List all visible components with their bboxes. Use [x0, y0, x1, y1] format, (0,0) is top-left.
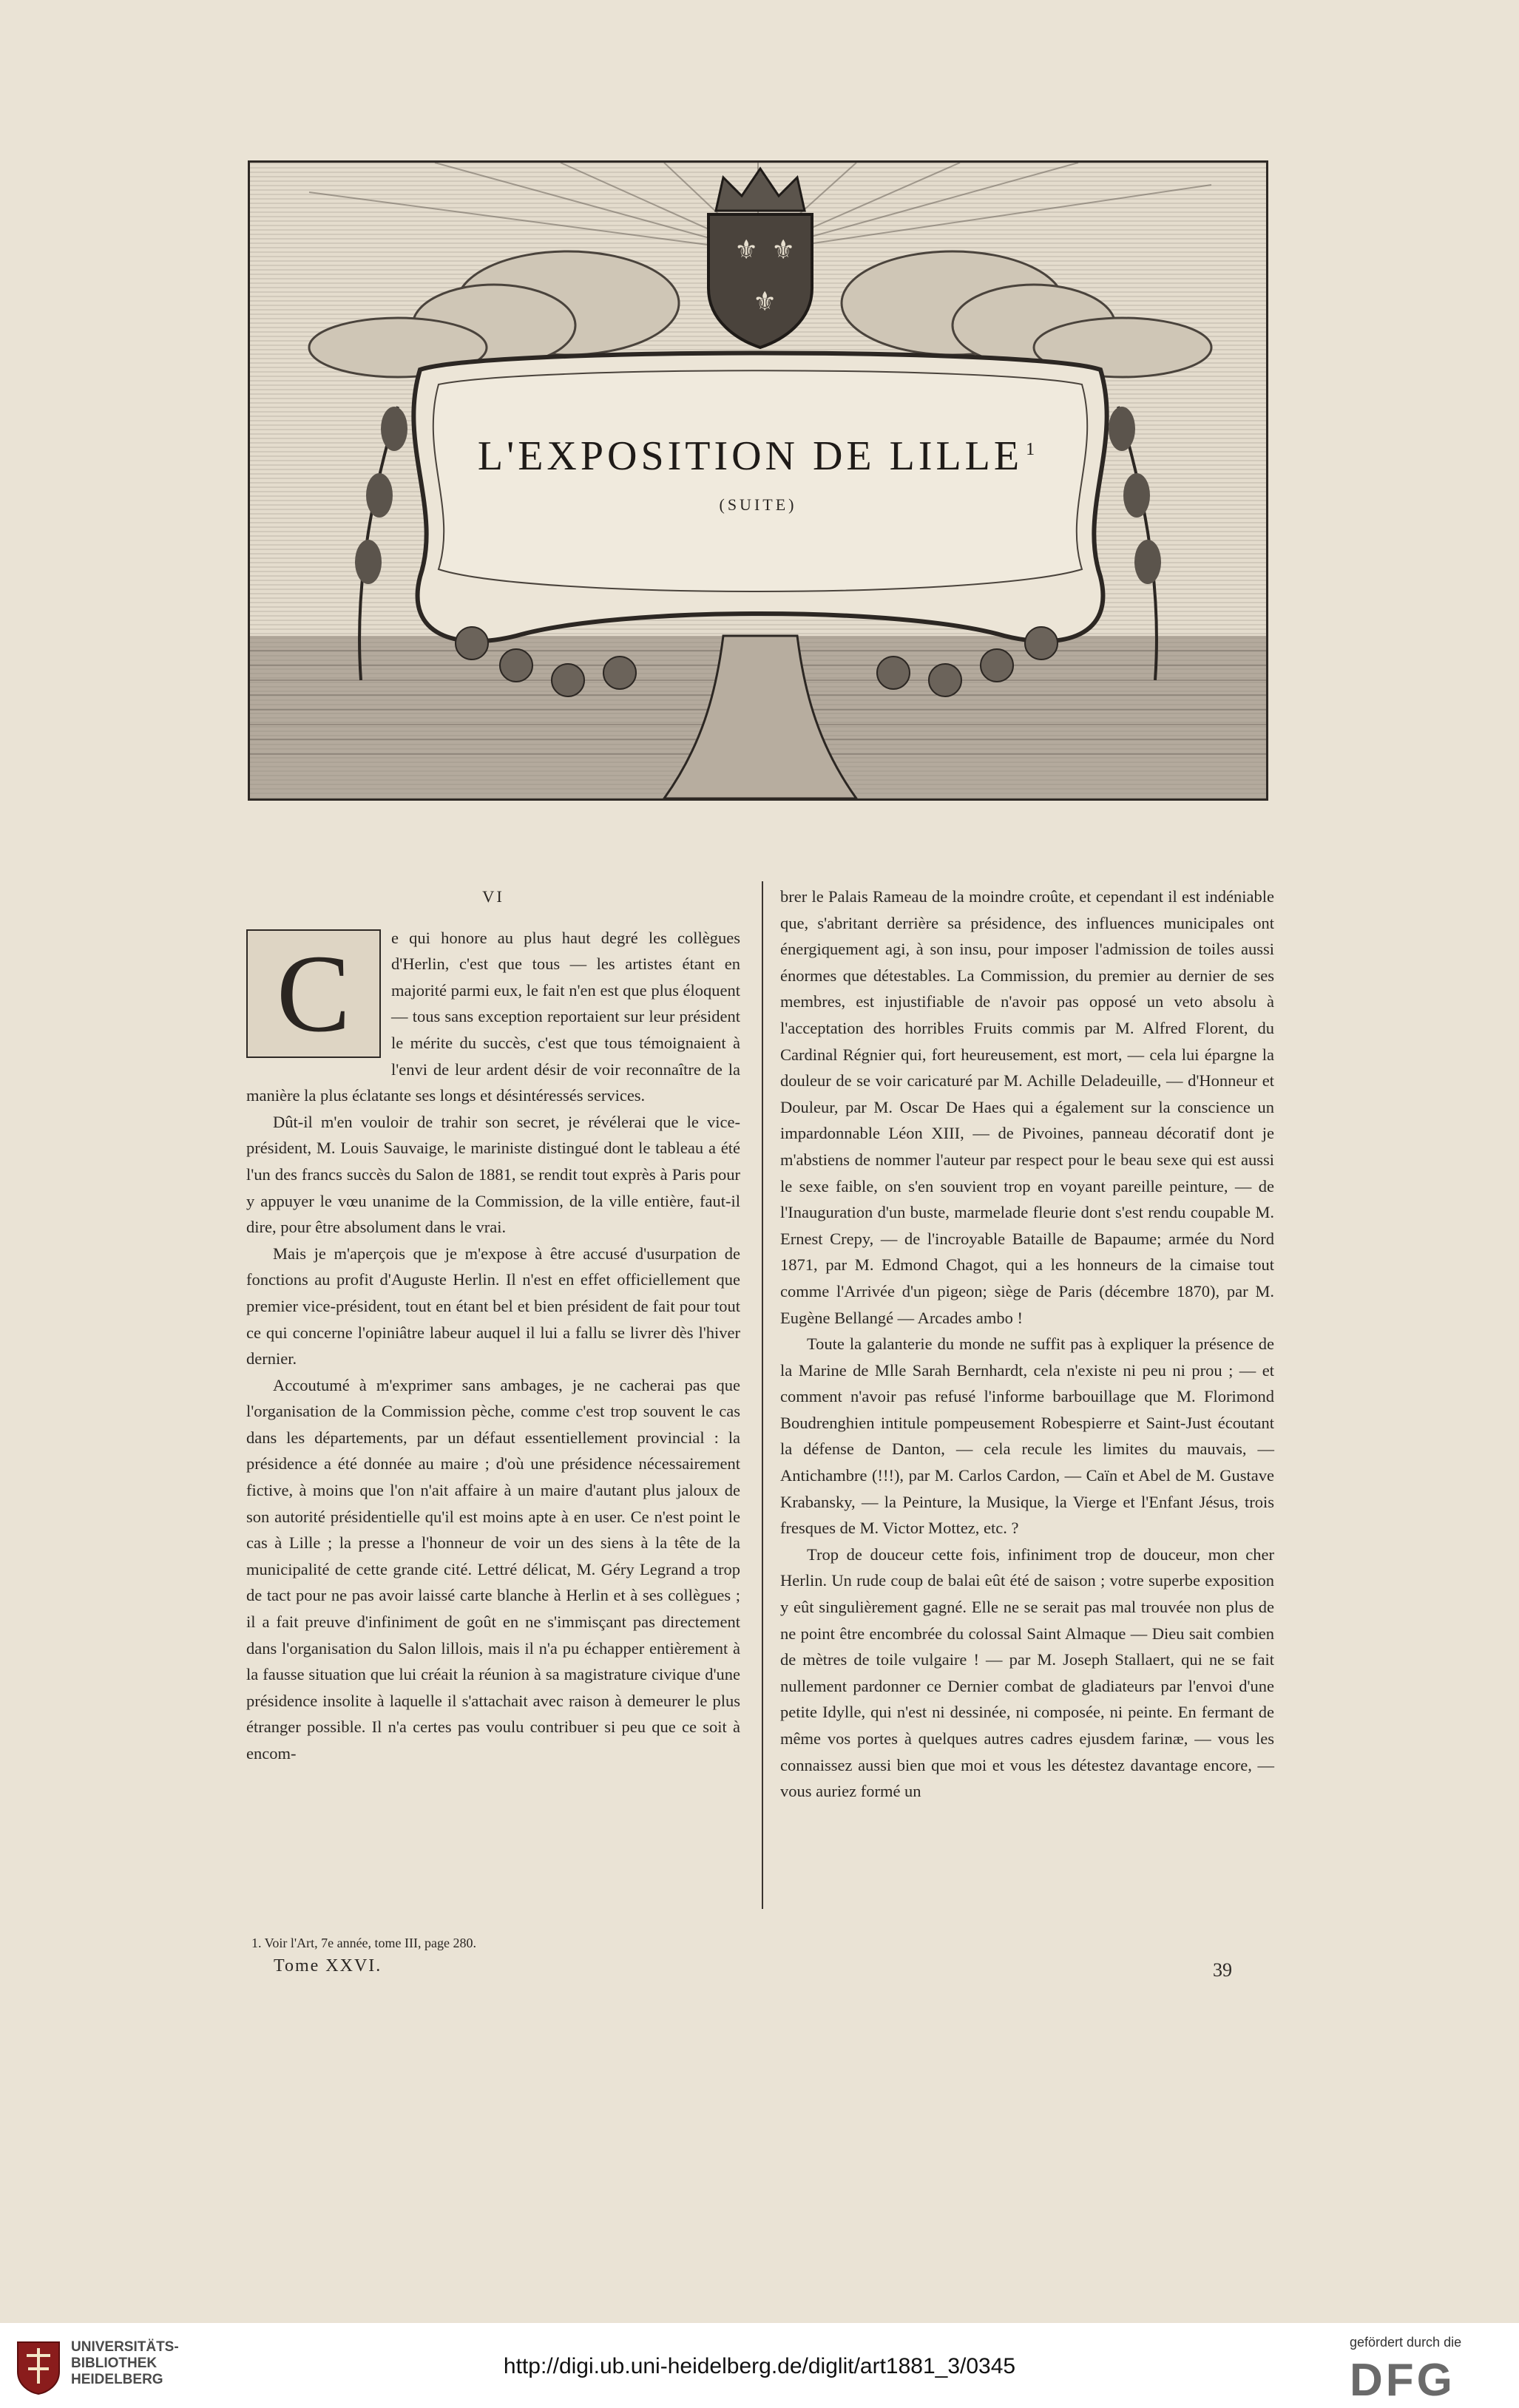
- paragraph: Trop de douceur cette fois, infiniment trop de douceur, mon cher Herlin. Un rude coup de balai eût été de saison ; votre superbe exposition y eût singulièrement gagné. Elle ne se serait pas mal trouvée non plus de ne point être encombrée du colossal Saint Almaque — Dieu sait combien de mètres de toile vulgaire ! — par M. Joseph Stallaert, qui ne se fait nullement pardonner ce Dernier combat de gladiateurs par l'envoi d'une petite Idylle, qui n'est ni dessinée, ni composée, ni peinte. En fermant de même vos portes à quelques autres cadres ejusdem farinæ, — vous les connaissez aussi bien que moi et vous les détestez davantage encore, — vous auriez formé un: [780, 1544, 1274, 1801]
- column-divider: [762, 881, 763, 1909]
- page-number: 39: [1213, 1959, 1232, 1981]
- svg-text:⚜: ⚜: [734, 235, 759, 265]
- article-title: L'EXPOSITION DE LILLE $^1$: [477, 433, 1039, 479]
- paragraph: Dût-il m'en vouloir de trahir son secret, je révélerai que le vice-président, M. Louis Sauvaige, le mariniste distingué dont le tableau a été l'un des francs succès du Salon de 1881, se rendit tout exprès à Paris pour y appuyer le vœu unanime de la Commission, de la ville entière, faut-il dire, pour être absolument dans le vrai.: [246, 1112, 740, 1237]
- footnote: 1. Voir l'Art, 7e année, tome III, page 280.: [251, 1936, 476, 1950]
- sponsor-label: gefördert durch die: [1350, 2335, 1462, 2350]
- volume-label: Tome XXVI.: [274, 1956, 382, 1975]
- section-number: VI: [482, 887, 504, 906]
- svg-text:⚜: ⚜: [753, 287, 777, 317]
- paragraph: Accoutumé à m'exprimer sans ambages, je ne cacherai pas que l'organisation de la Commission pèche, comme c'est trop souvent le cas dans les départements, par un défaut essentiellement provincial : la présidence a été donnée au maire ; d'où une présidence nécessairement fictive, à moins que l'on n'ait affaire à un maire d'autant plus jaloux de son autorité présidentielle qu'il est moins apte à en user. Ce n'est point le cas à Lille ; la presse a l'honneur de voir un des siens à la tête de la municipalité de cette grande cité. Lettré délicat, M. Géry Legrand a trop de tact pour ne pas avoir laissé carte blanche à Herlin et à ses collègues ; il a fait preuve d'infiniment de goût en ne s'immisçant pas directement dans l'organisation du Salon lillois, mais il n'a pu échapper entièrement à la fausse situation que lui créait la réunion à sa magistrature civique d'une présidence insolite à laquelle il s'attachait avec raison à demeurer le plus étranger possible. Il n'a certes pas voulu contribuer si peu que ce soit à encom-: [246, 1375, 740, 1763]
- ornamental-cartouche-illustration: [250, 163, 1266, 798]
- university-name: UNIVERSITÄTS- BIBLIOTHEK HEIDELBERG: [71, 2339, 179, 2387]
- left-column: [246, 884, 740, 1767]
- ornamental-dropcap: C: [246, 929, 381, 1058]
- dfg-logo: DFG: [1350, 2355, 1455, 2406]
- source-url-link[interactable]: http://digi.ub.uni-heidelberg.de/diglit/art1881_3/0345: [503, 2354, 1016, 2378]
- paragraph: brer le Palais Rameau de la moindre croûte, et cependant il est indéniable que, s'abritant derrière sa présidence, des influences municipales ont énergiquement agi, à son insu, pour imposer l'admission de toiles aussi énormes que détestables. La Commission, du premier au dernier de ses membres, est injustifiable de n'avoir pas opposé un veto absolu à l'acceptation des horribles Fruits commis par M. Alfred Florent, du Cardinal Régnier qui, fort heureusement, est mort, — cela lui épargne la douleur de se voir caricaturé par M. Achille Deladeuille, — d'Honneur et Douleur, par M. Oscar De Haes qui a également sur la conscience un impardonnable Léon XIII, — de Pivoines, panneau décoratif dont je m'abstiens de nommer l'auteur par respect pour le beau sexe qui est aussi le sexe faible, on s'en souvient trop en voyant pareille peinture, — de l'Inauguration d'un buste, marmelade fleurie dont s'est rendu coupable M. Ernest Crepy, — de l'incroyable Bataille de Bapaume; armée du Nord 1871, par M. Edmond Chagot, qui a les honneurs de la cimaise tout comme l'Arrivée d'un pigeon; siège de Paris (décembre 1870), par M. Eugène Bellangé — Arcades ambo !: [780, 887, 1274, 1327]
- paragraph: Toute la galanterie du monde ne suffit pas à expliquer la présence de la Marine de Mlle Sarah Bernhardt, cela n'existe ni peu ni prou ; — et comment n'avoir pas refusé l'informe barbouillage que M. Florimond Boudrenghien intitule pompeusement Robespierre et Saint-Just écoutant la défense de Danton, — cela recule les limites du mauvais, — Antichambre (!!!), par M. Carlos Cardon, — Caïn et Abel de M. Gustave Krabansky, — la Peinture, la Musique, la Vierge et l'Enfant Jésus, trois fresques de M. Victor Mottez, etc. ?: [780, 1334, 1274, 1538]
- title-footnote-mark: 1: [1026, 440, 1039, 460]
- header-engraving: [248, 160, 1268, 801]
- right-column: [780, 884, 1274, 1805]
- footer-bar: [0, 2323, 1519, 2408]
- paragraph: Mais je m'aperçois que je m'expose à être accusé d'usurpation de fonctions au profit d'Auguste Herlin. Il n'est en effet officiellement que premier vice-président, tout en étant bel et bien président de fait pour tout ce qui concerne l'opiniâtre labeur auquel il lui a fallu se livrer dès l'hiver dernier.: [246, 1244, 740, 1369]
- paragraph: C e qui honore au plus haut degré les collègues d'Herlin, c'est que tous — les artistes étant en majorité parmi eux, le fait n'en est que plus éloquent — tous sans exception reportaient sur leur président le mérite du succès, c'est que tous témoignaient à l'envi de leur ardent désir de voir reconnaître de la manière la plus éclatante ses longs et désintéressés services.: [246, 928, 740, 1105]
- svg-text:⚜: ⚜: [771, 235, 796, 265]
- article-subtitle: (SUITE): [719, 495, 797, 514]
